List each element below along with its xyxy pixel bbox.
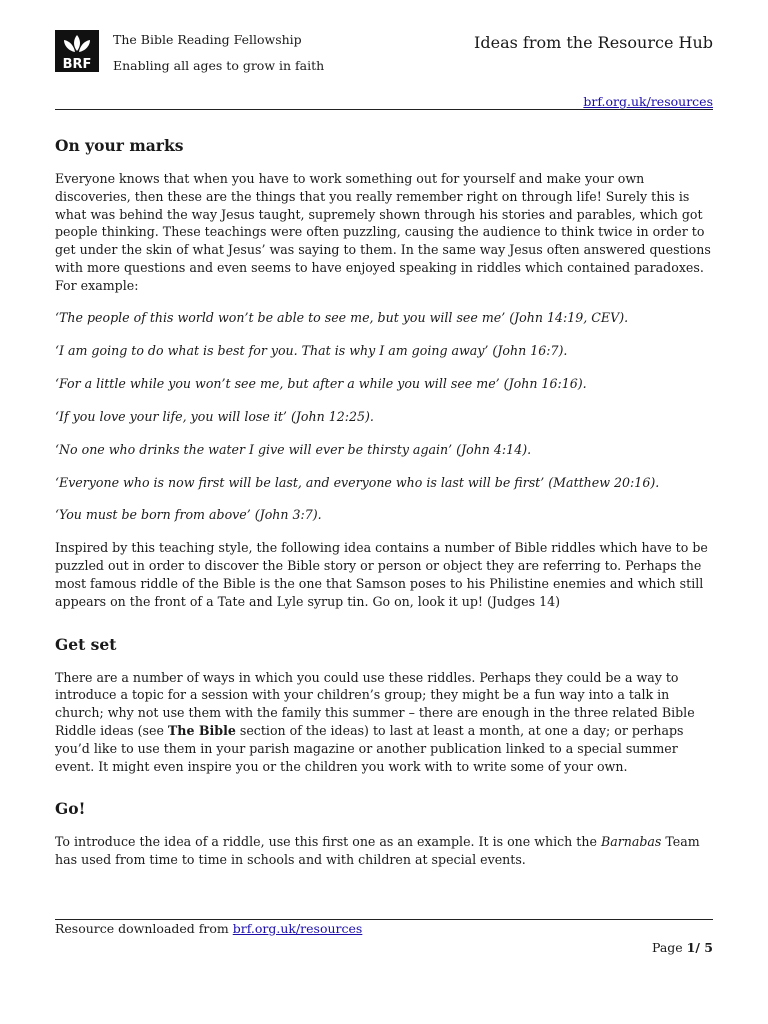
text-run: To introduce the idea of a riddle, use this first one as an example. It is one which the xyxy=(55,834,601,850)
leaves-icon xyxy=(55,30,99,72)
hub-title: Ideas from the Resource Hub xyxy=(474,33,713,52)
header-divider xyxy=(55,109,713,110)
italic-term: Barnabas xyxy=(600,834,662,850)
heading-get-set: Get set xyxy=(55,634,117,654)
page-total: / 5 xyxy=(695,940,713,955)
quote-paragraph: ‘If you love your life, you will lose it’ (John 12:25). xyxy=(55,408,374,424)
page-label: Page xyxy=(651,940,687,955)
org-name: The Bible Reading Fellowship xyxy=(113,32,302,47)
logo-text: BRF xyxy=(62,57,92,72)
quote-paragraph: ‘Everyone who is now first will be last, and everyone who is last will be first’ (Matthew 20:16). xyxy=(55,474,660,490)
footer-prefix: Resource downloaded from xyxy=(55,921,233,936)
quote-paragraph: ‘No one who drinks the water I give will ever be thirsty again’ (John 4:14). xyxy=(55,441,532,457)
get-set-paragraph xyxy=(55,669,713,776)
footer-resources-link[interactable]: brf.org.uk/resources xyxy=(232,921,363,936)
article-body xyxy=(55,136,713,883)
go-paragraph xyxy=(55,833,713,869)
quote-paragraph: ‘I am going to do what is best for you. That is why I am going away’ (John 16:7). xyxy=(55,342,568,358)
org-tagline: Enabling all ages to grow in faith xyxy=(113,58,325,73)
intro-paragraph: Everyone knows that when you have to work something out for yourself and make your own discoveries, then these are the things that you really remember right on through life! Surely this is what was behind the way Jesus taught, supremely shown through his stories and parables, which got people thinking. These teachings were often puzzling, causing the audience to think twice in order to get under the skin of what Jesus’ was saying to them. In the same way Jesus often answered questions with more questions and even seems to have enjoyed speaking in riddles which contained paradoxes. For example: xyxy=(55,171,711,293)
outro-paragraph: Inspired by this teaching style, the following idea contains a number of Bible riddles which have to be puzzled out in order to discover the Bible story or person or object they are referring to. Perhaps the most famous riddle of the Bible is the one that Samson poses to his Philistine enemies and which still appears on the front of a Tate and Lyle syrup tin. Go on, look it up! (Judges 14) xyxy=(55,540,708,609)
text-run: There are a number of ways in which you could use these riddles. Perhaps they could be a way to introduce a topic for a session with your children’s group; they might be a fun way into a talk in church; why not use them with the family this summer – there are enough in the three related Bible Riddle ideas (see xyxy=(55,669,695,739)
text-run: section of the ideas) to last at least a month, at one a day; or perhaps you’d like to use them in your parish magazine or another publication linked to a special summer event. It might even inspire you or the children you work with to write some of your own. xyxy=(55,723,684,774)
quote-paragraph: ‘The people of this world won’t be able to see me, but you will see me’ (John 14:19, CEV). xyxy=(55,309,629,325)
brf-logo xyxy=(55,30,99,72)
page-number xyxy=(652,940,713,956)
bold-term: The Bible xyxy=(167,723,236,739)
footer-divider xyxy=(55,919,713,920)
heading-on-your-marks: On your marks xyxy=(55,136,184,155)
footer-credit xyxy=(55,921,362,937)
quote-paragraph: ‘You must be born from above’ (John 3:7). xyxy=(55,507,322,523)
text-run: Team has used from time to time in schools and with children at special events. xyxy=(55,834,700,868)
resources-link[interactable]: brf.org.uk/resources xyxy=(583,94,713,109)
quote-paragraph: ‘For a little while you won’t see me, but after a while you will see me’ (John 16:16). xyxy=(55,375,587,391)
page-current: 1 xyxy=(686,940,696,955)
heading-go: Go! xyxy=(55,799,86,819)
